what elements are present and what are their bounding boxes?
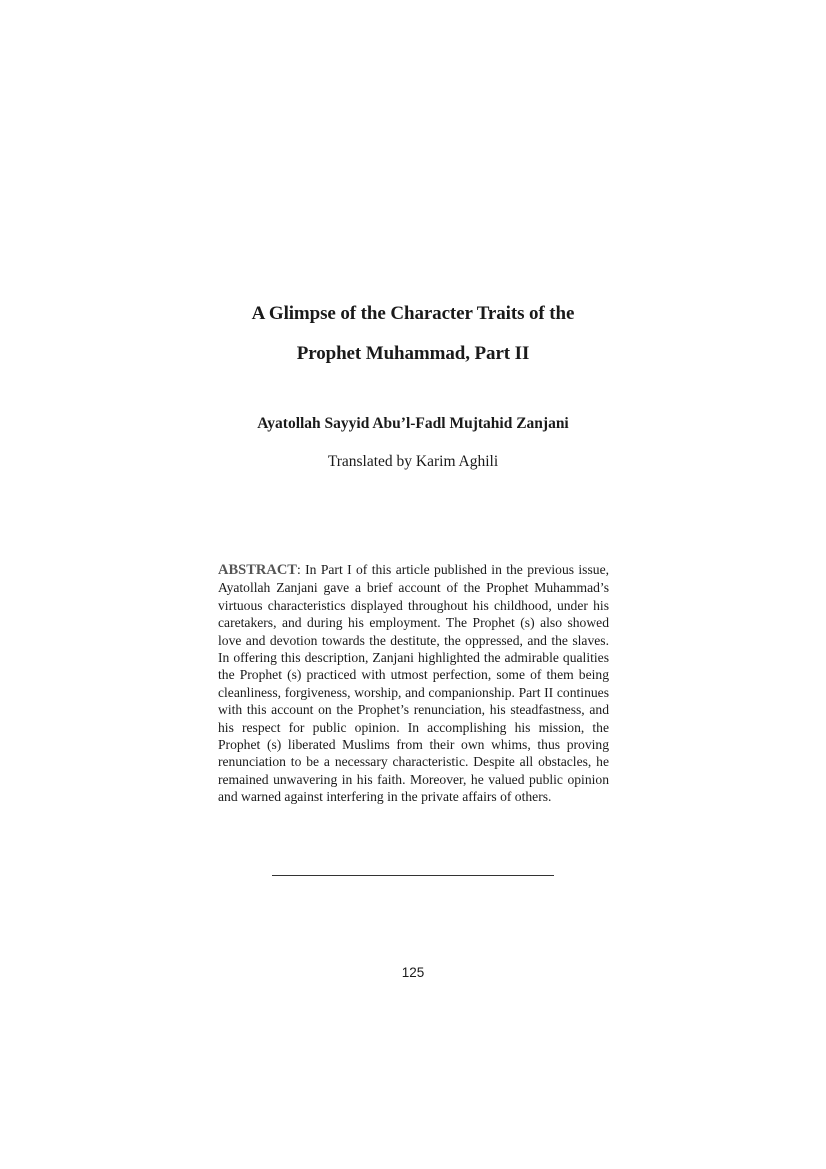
abstract-text: In Part I of this article published in the previous issue, Ayatollah Zanjani gave a brief account of the Prophet Muhammad’s virtuous characteristics displayed throughout his childhood, under his caretakers, and during his employment. The Prophet (s) also showed love and devotion towards the destitute, the oppressed, and the slaves. In offering this description, Zanjani highlighted the admirable qualities the Prophet (s) practiced with utmost perfection, some of them being cleanliness, forgiveness, worship, and companionship. Part II continues with this account on the Prophet’s renunciation, his steadfastness, and his respect for public opinion. In accomplishing his mission, the Prophet (s) liberated Muslims from their own whims, thus proving renunciation to be a necessary characteristic. Despite all obstacles, he remained unwavering in his faith. Moreover, he valued public opinion and warned against interfering in the private affairs of others. [218, 562, 609, 805]
abstract-separator: : [296, 562, 301, 577]
author-name: Ayatollah Sayyid Abu’l-Fadl Mujtahid Zanjani [257, 415, 569, 432]
abstract-paragraph [218, 561, 609, 806]
article-title-line-2: Prophet Muhammad, Part II [296, 343, 530, 364]
article-title-line-1: A Glimpse of the Character Traits of the [251, 303, 575, 324]
section-divider [272, 875, 554, 876]
page-number: 125 [401, 965, 425, 980]
translator-credit: Translated by Karim Aghili [327, 453, 499, 470]
abstract-label: ABSTRACT [218, 562, 297, 578]
